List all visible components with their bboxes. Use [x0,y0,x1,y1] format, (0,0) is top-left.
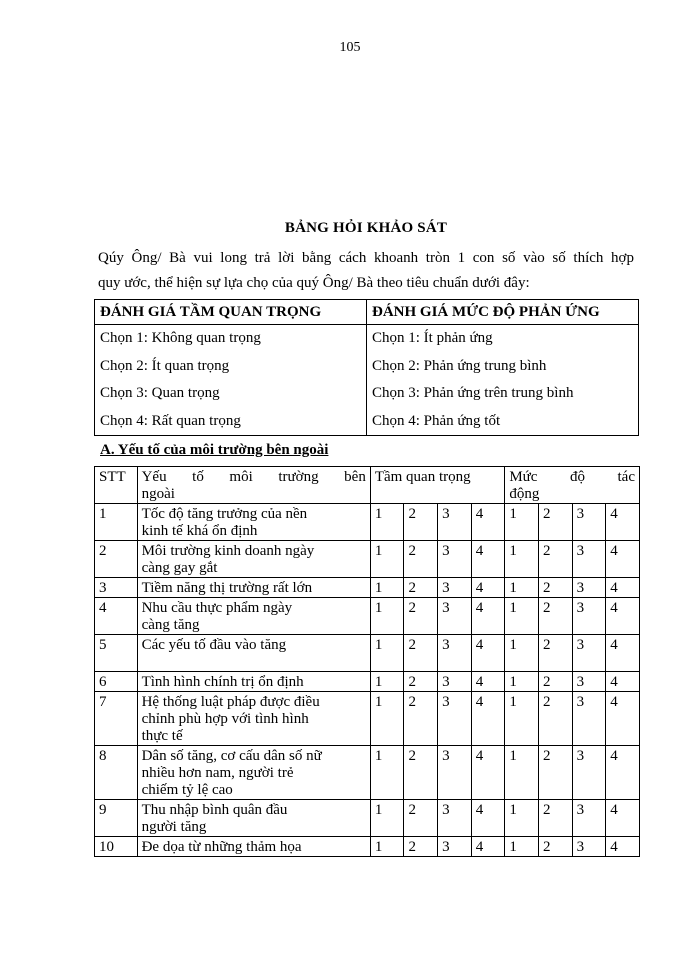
impact-option[interactable]: 2 [538,672,572,692]
importance-option[interactable]: 1 [370,598,404,635]
importance-option[interactable]: 3 [438,837,472,857]
impact-option[interactable]: 3 [572,672,606,692]
page-number: 105 [339,40,361,55]
row-factor-line: Tình hình chính trị ổn định [141,674,304,690]
impact-option[interactable]: 2 [538,800,572,837]
row-factor-line: người tăng [141,819,207,835]
header-impact [505,467,640,504]
impact-option[interactable]: 4 [606,837,640,857]
row-factor-line [142,654,366,671]
legend-response-item: Chọn 1: Ít phản ứng [372,330,493,346]
importance-option[interactable]: 4 [471,746,505,800]
importance-option[interactable]: 2 [404,800,438,837]
importance-option[interactable]: 2 [404,692,438,746]
legend-importance-item: Chọn 1: Không quan trọng [100,330,261,346]
header-factor-line-2: ngoài [141,486,175,502]
header-factor [137,467,370,504]
row-factor [137,578,370,598]
row-stt: 5 [95,635,138,672]
row-factor-line: nhiều hơn nam, người trẻ [141,765,294,781]
table-row [95,692,640,746]
header-factor-line-1: Yếu tố môi trường bên [141,469,366,485]
table-row [95,578,640,598]
table-row [95,635,640,672]
impact-option[interactable]: 2 [538,578,572,598]
importance-option[interactable]: 3 [438,800,472,837]
table-row [95,800,640,837]
importance-option[interactable]: 1 [370,672,404,692]
row-factor [137,800,370,837]
impact-option[interactable]: 3 [572,692,606,746]
row-factor-line: Tốc độ tăng trưởng của nền [141,506,308,522]
rating-legend-table [94,299,639,436]
row-factor-line: càng gay gắt [141,560,218,576]
intro-line-1: Qúy Ông/ Bà vui long trả lời bằng cách khoanh tròn 1 con số vào số thích hợp [98,250,634,266]
row-factor [137,692,370,746]
impact-option[interactable]: 3 [572,541,606,578]
impact-option[interactable]: 3 [572,635,606,672]
impact-option[interactable]: 3 [572,837,606,857]
row-stt: 1 [95,504,138,541]
importance-option[interactable]: 1 [370,692,404,746]
legend-importance-item: Chọn 4: Rất quan trọng [100,412,241,429]
impact-option[interactable]: 2 [538,746,572,800]
row-factor [137,598,370,635]
importance-option[interactable]: 4 [471,692,505,746]
impact-option[interactable]: 1 [505,635,539,672]
importance-option[interactable]: 4 [471,635,505,672]
legend-response-item: Chọn 4: Phản ứng tốt [372,412,501,429]
importance-option[interactable]: 2 [404,746,438,800]
impact-option[interactable]: 3 [572,746,606,800]
row-factor [137,635,370,672]
impact-option[interactable]: 2 [538,504,572,541]
impact-option[interactable]: 3 [572,800,606,837]
importance-option[interactable]: 2 [404,598,438,635]
impact-option[interactable]: 1 [505,578,539,598]
importance-option[interactable]: 4 [471,578,505,598]
intro-line-2: quy ước, thể hiện sự lựa chọ của quý Ông/ Bà theo tiêu chuẩn dưới đây: [98,275,530,291]
table-row [95,541,640,578]
impact-option[interactable]: 1 [505,541,539,578]
survey-table [94,466,640,857]
importance-option[interactable]: 1 [370,746,404,800]
importance-option[interactable]: 4 [471,672,505,692]
legend-importance-list [95,325,367,436]
impact-option[interactable]: 1 [505,800,539,837]
page-title: BẢNG HỎI KHẢO SÁT [284,220,448,236]
impact-option[interactable]: 3 [572,504,606,541]
row-stt: 2 [95,541,138,578]
importance-option[interactable]: 3 [438,635,472,672]
importance-option[interactable]: 3 [438,541,472,578]
legend-response-item: Chọn 3: Phản ứng trên trung bình [372,385,574,401]
importance-option[interactable]: 3 [438,578,472,598]
header-impact-line-1: Mức độ tác [509,469,635,485]
row-factor-line: chỉnh phù hợp với tình hình [141,711,309,727]
impact-option[interactable]: 2 [538,635,572,672]
impact-option[interactable]: 4 [606,541,640,578]
importance-option[interactable]: 2 [404,635,438,672]
row-factor-line: càng tăng [141,617,200,633]
section-heading: A. Yếu tố của môi trường bên ngoài [100,442,329,458]
table-row [95,672,640,692]
row-factor [137,672,370,692]
table-row [95,598,640,635]
impact-option[interactable]: 1 [505,692,539,746]
row-factor [137,837,370,857]
importance-option[interactable]: 2 [404,578,438,598]
impact-option[interactable]: 2 [538,598,572,635]
importance-option[interactable]: 1 [370,578,404,598]
row-stt: 7 [95,692,138,746]
row-stt: 3 [95,578,138,598]
row-factor [137,746,370,800]
impact-option[interactable]: 3 [572,578,606,598]
row-factor-line: Môi trường kinh doanh ngày [141,543,315,559]
impact-option[interactable]: 1 [505,837,539,857]
importance-option[interactable]: 4 [471,598,505,635]
row-factor [137,504,370,541]
importance-option[interactable]: 1 [370,635,404,672]
row-factor [137,541,370,578]
header-impact-line-2: động [509,486,540,502]
intro-paragraph [98,246,634,296]
row-stt: 9 [95,800,138,837]
importance-option[interactable]: 4 [471,800,505,837]
impact-option[interactable]: 4 [606,578,640,598]
impact-option[interactable]: 4 [606,800,640,837]
legend-importance-item: Chọn 3: Quan trọng [100,385,220,401]
impact-option[interactable]: 1 [505,598,539,635]
importance-option[interactable]: 2 [404,541,438,578]
impact-option[interactable]: 1 [505,504,539,541]
importance-option[interactable]: 3 [438,504,472,541]
row-factor-line: Tiềm năng thị trường rất lớn [141,580,313,596]
importance-option[interactable]: 3 [438,672,472,692]
row-stt: 8 [95,746,138,800]
importance-option[interactable]: 2 [404,504,438,541]
impact-option[interactable]: 4 [606,692,640,746]
row-factor-line: Dân số tăng, cơ cấu dân số nữ [141,748,322,764]
importance-option[interactable]: 1 [370,541,404,578]
importance-option[interactable]: 2 [404,672,438,692]
impact-option[interactable]: 3 [572,598,606,635]
row-factor-line: Nhu cầu thực phẩm ngày [141,600,293,616]
header-stt: STT [95,467,138,504]
survey-table-body [95,504,640,857]
importance-option[interactable]: 1 [370,800,404,837]
importance-option[interactable]: 4 [471,504,505,541]
legend-response-list [367,325,639,436]
importance-option[interactable]: 3 [438,746,472,800]
table-row [95,504,640,541]
importance-option[interactable]: 4 [471,541,505,578]
row-factor-line: Hệ thống luật pháp được điều [141,694,320,710]
importance-option[interactable]: 3 [438,598,472,635]
importance-option[interactable]: 1 [370,837,404,857]
impact-option[interactable]: 4 [606,746,640,800]
legend-response-item: Chọn 2: Phản ứng trung bình [372,357,547,374]
row-stt: 4 [95,598,138,635]
impact-option[interactable]: 2 [538,837,572,857]
row-stt: 10 [95,837,138,857]
impact-option[interactable]: 4 [606,504,640,541]
impact-option[interactable]: 4 [606,672,640,692]
importance-option[interactable]: 2 [404,837,438,857]
table-row [95,746,640,800]
table-header-row [95,467,640,504]
row-factor-line: kinh tế khá ổn định [141,523,258,539]
row-stt: 6 [95,672,138,692]
row-factor-line: chiếm tỷ lệ cao [141,782,233,798]
legend-importance-header: ĐÁNH GIÁ TẦM QUAN TRỌNG [95,300,367,325]
legend-response-header: ĐÁNH GIÁ MỨC ĐỘ PHẢN ỨNG [367,300,639,325]
importance-option[interactable]: 4 [471,837,505,857]
table-row [95,837,640,857]
impact-option[interactable]: 1 [505,746,539,800]
impact-option[interactable]: 4 [606,635,640,672]
row-factor-line: thực tế [141,728,183,744]
importance-option[interactable]: 1 [370,504,404,541]
row-factor-line: Các yếu tố đầu vào tăng [141,637,287,653]
header-importance: Tầm quan trọng [370,467,505,504]
impact-option[interactable]: 2 [538,692,572,746]
importance-option[interactable]: 3 [438,692,472,746]
legend-importance-item: Chọn 2: Ít quan trọng [100,357,230,374]
impact-option[interactable]: 4 [606,598,640,635]
impact-option[interactable]: 2 [538,541,572,578]
row-factor-line: Đe dọa từ những thảm họa [141,839,302,855]
row-factor-line: Thu nhập bình quân đầu [141,802,288,818]
impact-option[interactable]: 1 [505,672,539,692]
